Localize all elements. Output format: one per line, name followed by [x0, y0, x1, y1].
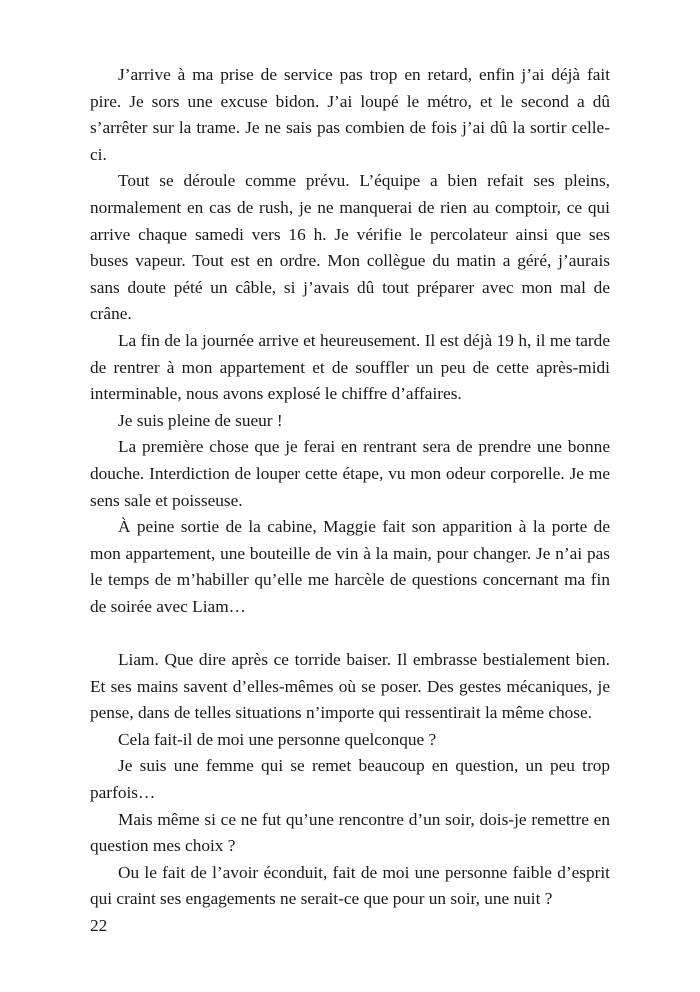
paragraph: Liam. Que dire après ce torride baiser. Il embrasse bestialement bien. Et ses mains savent d’elles-mêmes où se poser. Des gestes mécaniques, je pense, dans de telles situations n’importe qui ressentirait la même chose. — [90, 650, 610, 723]
page-number: 22 — [90, 916, 108, 935]
paragraph: Je suis une femme qui se remet beaucoup en question, un peu trop parfois… — [90, 756, 610, 803]
paragraph: À peine sortie de la cabine, Maggie fait son apparition à la porte de mon appartement, une bouteille de vin à la main, pour changer. Je n’ai pas le temps de m’habiller qu’elle me harcèle de questions concernant ma fin de soirée avec Liam… — [90, 517, 610, 616]
paragraph: Tout se déroule comme prévu. L’équipe a bien refait ses pleins, normalement en cas de rush, je ne manquerai de rien au comptoir, ce qui arrive chaque samedi vers 16 h. Je vérifie le percolateur ainsi que ses buses vapeur. Tout est en ordre. Mon collègue du matin a géré, j’aurais sans doute pété un câble, si j’avais dû tout préparer avec mon mal de crâne. — [90, 171, 610, 324]
paragraph: J’arrive à ma prise de service pas trop en retard, enfin j’ai déjà fait pire. Je sors une excuse bidon. J’ai loupé le métro, et le second a dû s’arrêter sur la trame. Je ne sais pas combien de fois j’ai dû la sortir celle-ci. — [90, 65, 610, 164]
paragraph: Mais même si ce ne fut qu’une rencontre d’un soir, dois-je remettre en question mes choix ? — [90, 809, 610, 856]
page-body — [90, 62, 610, 913]
paragraph: Je suis pleine de sueur ! — [118, 410, 283, 430]
paragraph: Ou le fait de l’avoir éconduit, fait de moi une personne faible d’esprit qui craint ses engagements ne serait-ce que pour un soir, une nuit ? — [90, 862, 610, 909]
scene-break — [90, 620, 610, 647]
paragraph: La première chose que je ferai en rentrant sera de prendre une bonne douche. Interdiction de louper cette étape, vu mon odeur corporelle. Je me sens sale et poisseuse. — [90, 437, 610, 510]
paragraph: Cela fait-il de moi une personne quelconque ? — [118, 729, 437, 749]
paragraph: La fin de la journée arrive et heureusement. Il est déjà 19 h, il me tarde de rentrer à mon appartement et de souffler un peu de cette après-midi interminable, nous avons explosé le chiffre d’affaires. — [90, 330, 610, 404]
